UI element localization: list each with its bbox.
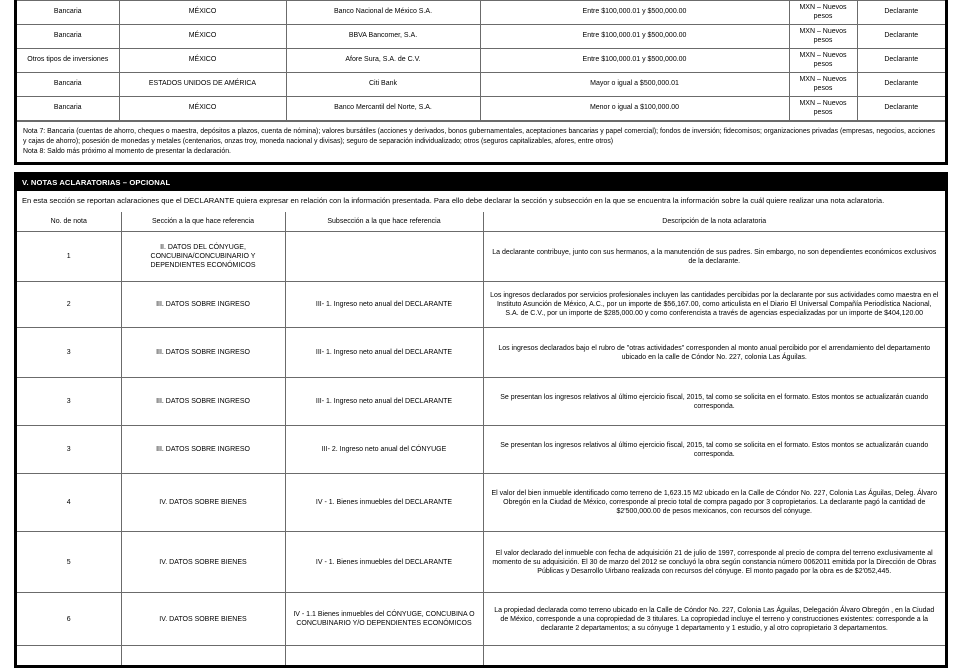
cell-descripcion: Los ingresos declarados por servicios profesionales incluyen las cantidades percibidas por la declarante por sus actividades como maestra en el Instituto Asunción de México, A.C., por un importe de $56,167.00, como articulista en el Diario El Universal Compañía Periodística Nacional, S.A. de C.V., por un importe de $285,000.00 y como conferencista a través de agencias especializadas por un importe de $404,120.00 <box>483 282 945 328</box>
cell-subseccion: III- 1. Ingreso neto anual del DECLARANTE <box>285 282 483 328</box>
nota-row <box>17 232 945 282</box>
cell-subseccion <box>285 646 483 666</box>
cell-tipo-inversion: Otros tipos de inversiones <box>17 49 119 73</box>
cell-institucion: Citi Bank <box>286 73 480 97</box>
cell-seccion: III. DATOS SOBRE INGRESO <box>121 426 285 474</box>
cell-pais: ESTADOS UNIDOS DE AMÉRICA <box>119 73 286 97</box>
cell-titular: Declarante <box>857 97 945 121</box>
cell-moneda: MXN – Nuevos pesos <box>789 97 857 121</box>
nota-row <box>17 426 945 474</box>
cell-no-nota: 2 <box>17 282 121 328</box>
cell-monto: Entre $100,000.01 y $500,000.00 <box>480 25 789 49</box>
cell-tipo-inversion: Bancaria <box>17 97 119 121</box>
cell-no-nota: 1 <box>17 232 121 282</box>
section-v-title: V. NOTAS ACLARATORIAS – OPCIONAL <box>17 175 945 191</box>
cell-moneda: MXN – Nuevos pesos <box>789 49 857 73</box>
cell-seccion: III. DATOS SOBRE INGRESO <box>121 378 285 426</box>
cell-descripcion <box>483 646 945 666</box>
document-body <box>14 0 948 668</box>
cell-no-nota <box>17 646 121 666</box>
cell-titular: Declarante <box>857 49 945 73</box>
cell-subseccion: III- 2. Ingreso neto anual del CÓNYUGE <box>285 426 483 474</box>
cell-no-nota: 3 <box>17 378 121 426</box>
cell-descripcion: El valor declarado del inmueble con fecha de adquisición 21 de julio de 1997, corresponde al precio de compra del terreno exclusivamente al momento de su adquisición. El 30 de marzo del 2012 se concluyó la obra según constancia número 0062011 emitida por la Dirección de Obras Públicas y Desarrollo Uirbano realizada con recursos del cónyuge. El monto pagado por la obra es de $2'052,445. <box>483 532 945 593</box>
cell-descripcion: Se presentan los ingresos relativos al último ejercicio fiscal, 2015, tal como se solicita en el formato. Estos montos se actualizarán cuando corresponda. <box>483 378 945 426</box>
cell-titular: Declarante <box>857 1 945 25</box>
header-subseccion: Subsección a la que hace referencia <box>285 212 483 232</box>
cell-no-nota: 5 <box>17 532 121 593</box>
cell-titular: Declarante <box>857 25 945 49</box>
notas-aclaratorias-table <box>17 212 945 665</box>
cell-seccion: IV. DATOS SOBRE BIENES <box>121 532 285 593</box>
header-seccion: Sección a la que hace referencia <box>121 212 285 232</box>
nota-row <box>17 282 945 328</box>
cell-pais: MÉXICO <box>119 97 286 121</box>
financial-accounts-table <box>17 0 945 121</box>
nota-row <box>17 532 945 593</box>
cell-subseccion: III- 1. Ingreso neto anual del DECLARANTE <box>285 328 483 378</box>
financial-row <box>17 73 945 97</box>
cell-institucion: BBVA Bancomer, S.A. <box>286 25 480 49</box>
cell-descripcion: El valor del bien inmueble identificado como terreno de 1,623.15 M2 ubicado en la Calle de Cóndor No. 227, Colonia Las Águilas, Deleg. Álvaro Obregón en la Ciudad de México, corresponde al precio total de compra pagado por 3 copropietarios. La declarante pagó la cantidad de $2'500,000.00 de pesos mexicanos, con recursos del cónyuge. <box>483 474 945 532</box>
cell-no-nota: 4 <box>17 474 121 532</box>
cell-tipo-inversion: Bancaria <box>17 1 119 25</box>
header-descripcion: Descripción de la nota aclaratoria <box>483 212 945 232</box>
nota-row <box>17 474 945 532</box>
nota-row <box>17 378 945 426</box>
cell-seccion: IV. DATOS SOBRE BIENES <box>121 474 285 532</box>
nota-row-empty <box>17 646 945 666</box>
cell-seccion: II. DATOS DEL CÓNYUGE, CONCUBINA/CONCUBINARIO Y DEPENDIENTES ECONÓMICOS <box>121 232 285 282</box>
footnote-7: Nota 7: Bancaria (cuentas de ahorro, cheques o maestra, depósitos a plazos, cuenta de nómina); valores bursátiles (acciones y derivados, bonos gubernamentales, aceptaciones bancarias y papel comercial); fondos de inversión; fidecomisos; organizaciones privadas (empresas, negocios, acciones y cajas de ahorro); posesión de monedas y metales (centenarios, onzas troy, moneda nacional y divisas); seguro de separación individualizado; otros (seguros capitalizables, afores, entre otros) <box>23 128 935 145</box>
cell-subseccion: IV - 1. Bienes inmuebles del DECLARANTE <box>285 474 483 532</box>
cell-descripcion: La declarante contribuye, junto con sus hermanos, a la manutención de sus padres. Sin embargo, no son dependientes económicos exclusivos de la declarante. <box>483 232 945 282</box>
cell-no-nota: 6 <box>17 593 121 646</box>
cell-institucion: Afore Sura, S.A. de C.V. <box>286 49 480 73</box>
cell-monto: Mayor o igual a $500,000.01 <box>480 73 789 97</box>
cell-tipo-inversion: Bancaria <box>17 25 119 49</box>
nota-row <box>17 593 945 646</box>
cell-no-nota: 3 <box>17 328 121 378</box>
cell-moneda: MXN – Nuevos pesos <box>789 73 857 97</box>
financial-row <box>17 97 945 121</box>
nota-row <box>17 328 945 378</box>
cell-institucion: Banco Nacional de México S.A. <box>286 1 480 25</box>
section-v-notas-aclaratorias <box>14 172 948 668</box>
footnotes-box <box>17 121 945 162</box>
financial-accounts-section <box>14 0 948 165</box>
cell-monto: Entre $100,000.01 y $500,000.00 <box>480 1 789 25</box>
cell-descripcion: Se presentan los ingresos relativos al último ejercicio fiscal, 2015, tal como se solicita en el formato. Estos montos se actualizarán cuando corresponda. <box>483 426 945 474</box>
cell-descripcion: Los ingresos declarados bajo el rubro de "otras actividades" corresponden al monto anual percibido por el arrendamiento del departamento ubicado en la calle de Cóndor No. 227, colonia Las Águilas. <box>483 328 945 378</box>
header-no-de-nota: No. de nota <box>17 212 121 232</box>
cell-subseccion: IV - 1.1 Bienes inmuebles del CÓNYUGE, CONCUBINA O CONCUBINARIO Y/O DEPENDIENTES ECONÓMICOS <box>285 593 483 646</box>
cell-subseccion <box>285 232 483 282</box>
financial-row <box>17 25 945 49</box>
cell-pais: MÉXICO <box>119 25 286 49</box>
cell-subseccion: IV - 1. Bienes inmuebles del DECLARANTE <box>285 532 483 593</box>
cell-institucion: Banco Mercantil del Norte, S.A. <box>286 97 480 121</box>
cell-monto: Menor o igual a $100,000.00 <box>480 97 789 121</box>
cell-descripcion: La propiedad declarada como terreno ubicado en la Calle de Cóndor No. 227, Colonia Las Águilas, Delegación Álvaro Obregón , en la Ciudad de México, corresponde a una copropiedad de 3 titulares. La copropiedad incluye el terreno y construcciones existentes: corresponde a la declarante 2 departamentos; a su cónyuge 1 departamento y 1 estudio, y al otro copropietario 3 departamentos. <box>483 593 945 646</box>
section-v-intro: En esta sección se reportan aclaraciones que el DECLARANTE quiera expresar en relación con la información presentada. Para ello debe declarar la sección y subsección en la que se encuentra la información sobre la cuál quiere realizar una nota aclaratoria. <box>22 196 885 206</box>
cell-pais: MÉXICO <box>119 49 286 73</box>
cell-moneda: MXN – Nuevos pesos <box>789 25 857 49</box>
cell-subseccion: III- 1. Ingreso neto anual del DECLARANTE <box>285 378 483 426</box>
cell-seccion: III. DATOS SOBRE INGRESO <box>121 328 285 378</box>
cell-monto: Entre $100,000.01 y $500,000.00 <box>480 49 789 73</box>
notas-header-row <box>17 212 945 232</box>
cell-seccion: IV. DATOS SOBRE BIENES <box>121 593 285 646</box>
financial-row <box>17 49 945 73</box>
footnote-8: Nota 8: Saldo más próximo al momento de presentar la declaración. <box>23 147 231 155</box>
cell-no-nota: 3 <box>17 426 121 474</box>
cell-moneda: MXN – Nuevos pesos <box>789 1 857 25</box>
cell-seccion: III. DATOS SOBRE INGRESO <box>121 282 285 328</box>
cell-pais: MÉXICO <box>119 1 286 25</box>
cell-seccion <box>121 646 285 666</box>
cell-tipo-inversion: Bancaria <box>17 73 119 97</box>
financial-row <box>17 1 945 25</box>
cell-titular: Declarante <box>857 73 945 97</box>
